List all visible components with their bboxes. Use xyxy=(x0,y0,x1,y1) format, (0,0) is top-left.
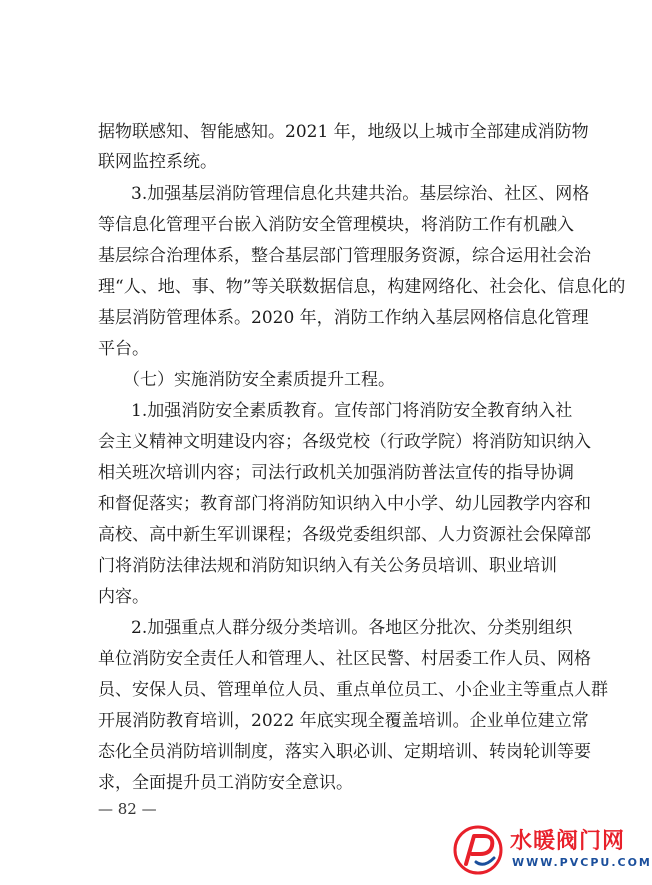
text-line: 据物联感知、智能感知。2021 年，地级以上城市全部建成消防物 xyxy=(98,122,589,142)
text-line: 员、安保人员、管理单位人员、重点单位员工、小企业主等重点人群 xyxy=(98,680,608,700)
page-number: — 82 — xyxy=(98,800,157,818)
text-line: 基层综合治理体系，整合基层部门管理服务资源，综合运用社会治 xyxy=(98,246,591,266)
text-line: 等信息化管理平台嵌入消防安全管理模块，将消防工作有机融入 xyxy=(98,215,574,235)
text-line: 态化全员消防培训制度，落实入职必训、定期培训、转岗轮训等要 xyxy=(98,742,591,762)
text-line: 理“人、地、事、物”等关联数据信息，构建网络化、社会化、信息化的 xyxy=(98,277,626,297)
text-line: 平台。 xyxy=(98,339,149,359)
text-line: 高校、高中新生军训课程；各级党委组织部、人力资源社会保障部 xyxy=(98,525,591,545)
text-line: 3.加强基层消防管理信息化共建共治。基层综治、社区、网格 xyxy=(131,184,590,204)
watermark xyxy=(452,818,652,880)
text-line: 基层消防管理体系。2020 年，消防工作纳入基层网格信息化管理 xyxy=(98,308,589,328)
text-line: 2.加强重点人群分级分类培训。各地区分批次、分类别组织 xyxy=(131,618,573,638)
text-line: 1.加强消防安全素质教育。宣传部门将消防安全教育纳入社 xyxy=(131,401,573,421)
text-line: 内容。 xyxy=(98,587,149,607)
watermark-title: 水暖阀门网 xyxy=(510,829,626,854)
text-line: 门将消防法律法规和消防知识纳入有关公务员培训、职业培训 xyxy=(98,556,557,576)
watermark-logo-icon xyxy=(452,824,504,876)
section-heading: （七）实施消防安全素质提升工程。 xyxy=(123,370,395,390)
watermark-url: WWW.PVCPU.COM xyxy=(512,856,652,869)
text-line: 开展消防教育培训，2022 年底实现全覆盖培训。企业单位建立常 xyxy=(98,711,589,731)
text-line: 和督促落实；教育部门将消防知识纳入中小学、幼儿园教学内容和 xyxy=(98,494,591,514)
text-line: 会主义精神文明建设内容；各级党校（行政学院）将消防知识纳入 xyxy=(98,432,591,452)
text-line: 单位消防安全责任人和管理人、社区民警、村居委工作人员、网格 xyxy=(98,649,591,669)
text-line: 联网监控系统。 xyxy=(98,152,217,172)
text-line: 相关班次培训内容；司法行政机关加强消防普法宣传的指导协调 xyxy=(98,463,574,483)
text-line: 求，全面提升员工消防安全意识。 xyxy=(98,773,353,793)
